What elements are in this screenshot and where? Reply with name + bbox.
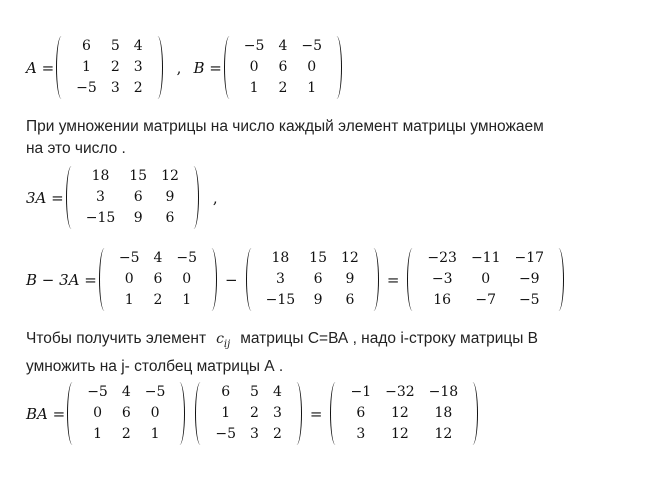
left-paren (99, 248, 110, 311)
matrix-cell: −5 (87, 384, 108, 400)
matrix-cell: 4 (153, 250, 163, 266)
matrix-cell: 3 (275, 271, 285, 287)
matrix-cell: 1 (93, 426, 102, 442)
matrix-cell: 0 (307, 59, 317, 75)
matrix-cell: 4 (272, 384, 282, 400)
element-cij (216, 331, 231, 350)
matrix-cell: −5 (176, 250, 198, 266)
matrix-cell: 5 (250, 384, 259, 400)
right-paren (291, 382, 302, 445)
right-paren (368, 248, 379, 311)
matrix-cell: 0 (249, 59, 259, 75)
matrix-cell: 1 (221, 405, 231, 421)
matrix-body (79, 166, 186, 229)
matrix-cell: 6 (82, 38, 91, 54)
equals-sign-2: = (309, 404, 323, 423)
matrix-cell: 6 (121, 405, 131, 421)
matrix-cell: 16 (433, 292, 452, 308)
matrix-cell: 2 (121, 426, 131, 442)
matrix-cell: 1 (307, 80, 317, 96)
matrix-cell: −9 (518, 271, 540, 287)
matrix-cell: 1 (150, 426, 160, 442)
matrix-row (80, 382, 172, 403)
matrix-cell: −15 (85, 210, 116, 226)
matrix-cell: 0 (182, 271, 192, 287)
matrix-ba (330, 382, 478, 445)
left-paren (330, 382, 341, 445)
matrix-a-factor (195, 382, 301, 445)
matrix-b-factor (67, 382, 185, 445)
matrix-cell: −3 (431, 271, 453, 287)
matrix-cell: 9 (133, 210, 143, 226)
matrix-cell: 0 (93, 405, 102, 421)
left-paren (407, 248, 418, 311)
matrix-cell: 15 (309, 250, 327, 266)
matrix-cell: 6 (278, 59, 288, 75)
matrix-b-copy (99, 248, 217, 311)
matrix-cell: −32 (385, 384, 415, 400)
matrix-cell: 3 (110, 80, 120, 96)
matrix-body (69, 36, 149, 99)
matrix-row (343, 403, 465, 424)
matrix-row (112, 269, 204, 290)
matrix-row (208, 382, 288, 403)
matrix-row (69, 57, 149, 78)
minus-sign: − (225, 270, 238, 289)
matrix-b (224, 36, 342, 99)
matrix-row (112, 248, 204, 269)
paragraph-2-line-1-end: матрицы С=ВА , надо i-строку матрицы В (240, 330, 539, 347)
matrix-cell: 6 (356, 405, 366, 421)
paragraph-1-line-2: на это число . (26, 140, 126, 157)
equation-b-minus-3a (26, 248, 566, 311)
matrix-row (343, 382, 465, 403)
matrix-cell: 1 (182, 292, 192, 308)
matrix-row (208, 403, 288, 424)
matrix-cell: −5 (518, 292, 540, 308)
right-paren (467, 382, 478, 445)
matrix-cell: 2 (110, 59, 120, 75)
matrix-cell: 4 (121, 384, 131, 400)
matrix-cell: 6 (165, 210, 175, 226)
matrix-cell: 6 (153, 271, 163, 287)
label-a: A = (26, 58, 55, 77)
matrix-cell: 4 (278, 38, 288, 54)
matrix-cell: 6 (133, 189, 143, 205)
matrix-cell: 2 (278, 80, 288, 96)
matrix-row (112, 290, 204, 311)
matrix-cell: 12 (390, 426, 409, 442)
matrix-row (420, 248, 551, 269)
matrix-cell: 9 (313, 292, 323, 308)
right-paren (206, 248, 217, 311)
matrix-cell: −5 (76, 80, 97, 96)
matrix-row (420, 269, 551, 290)
paragraph-matrix-product (26, 328, 538, 378)
matrix-a (56, 36, 162, 99)
matrix-row (69, 78, 149, 99)
right-paren (174, 382, 185, 445)
matrix-cell: −7 (475, 292, 497, 308)
left-paren (195, 382, 206, 445)
matrix-body (208, 382, 288, 445)
matrix-cell: 0 (124, 271, 134, 287)
matrix-row (259, 248, 366, 269)
matrix-row (79, 187, 186, 208)
matrix-body (80, 382, 172, 445)
matrix-cell: −5 (118, 250, 140, 266)
matrix-cell: 0 (481, 271, 491, 287)
matrix-cell: 12 (434, 426, 453, 442)
matrix-cell: 1 (249, 80, 259, 96)
matrix-cell: 1 (124, 292, 134, 308)
cij-subscript: ij (223, 338, 231, 350)
right-paren (152, 36, 163, 99)
comma-2: , (212, 188, 218, 207)
matrix-row (237, 36, 329, 57)
equation-ba (26, 382, 480, 445)
matrix-cell: 2 (250, 405, 259, 421)
matrix-row (208, 424, 288, 445)
matrix-cell: 15 (129, 168, 148, 184)
matrix-cell: 3 (356, 426, 366, 442)
matrix-cell: −18 (428, 384, 459, 400)
matrix-row (79, 208, 186, 229)
matrix-cell: 6 (221, 384, 231, 400)
paragraph-2-line-2: умножить на j- столбец матрицы А . (26, 357, 284, 375)
matrix-row (259, 290, 366, 311)
matrix-cell: 3 (96, 189, 105, 205)
matrix-cell: −17 (514, 250, 545, 266)
matrix-cell: 0 (150, 405, 160, 421)
matrix-cell: 6 (313, 271, 323, 287)
paragraph-2-line-1 (26, 328, 538, 356)
label-3a: 3A = (26, 188, 64, 207)
matrix-cell: 3 (133, 59, 143, 75)
matrix-cell: −23 (427, 250, 457, 266)
matrix-cell: 3 (272, 405, 282, 421)
matrix-body (343, 382, 465, 445)
equals-sign-1: = (386, 270, 400, 289)
equation-3a (26, 166, 230, 229)
matrix-cell: 6 (345, 292, 355, 308)
matrix-cell: −5 (243, 38, 265, 54)
matrix-cell: 12 (390, 405, 409, 421)
equation-a-b (26, 36, 344, 99)
matrix-body (259, 248, 366, 311)
left-paren (66, 166, 77, 229)
matrix-cell: 12 (161, 168, 179, 184)
cij-base: c (216, 331, 224, 347)
matrix-row (237, 78, 329, 99)
left-paren (67, 382, 78, 445)
matrix-cell: −5 (301, 38, 322, 54)
matrix-cell: 12 (341, 250, 359, 266)
label-ba: BA = (26, 404, 66, 423)
matrix-body (237, 36, 329, 99)
matrix-row (343, 424, 465, 445)
label-b-minus-3a: B − 3A = (26, 270, 97, 289)
matrix-row (69, 36, 149, 57)
matrix-cell: 9 (165, 189, 175, 205)
matrix-3a (66, 166, 199, 229)
matrix-cell: 1 (82, 59, 91, 75)
matrix-cell: 18 (91, 168, 110, 184)
left-paren (246, 248, 257, 311)
matrix-row (420, 290, 551, 311)
matrix-body (112, 248, 204, 311)
matrix-cell: −11 (470, 250, 501, 266)
label-b: B = (193, 58, 222, 77)
matrix-cell: −5 (144, 384, 166, 400)
matrix-row (80, 424, 172, 445)
matrix-cell: 18 (271, 250, 290, 266)
left-paren (224, 36, 235, 99)
matrix-row (237, 57, 329, 78)
paragraph-1-line-1: При умножении матрицы на число каждый элемент матрицы умножаем (26, 118, 544, 135)
right-paren (331, 36, 342, 99)
matrix-cell: 9 (345, 271, 355, 287)
matrix-3a-copy (246, 248, 379, 311)
right-paren (188, 166, 199, 229)
matrix-row (80, 403, 172, 424)
matrix-cell: 4 (133, 38, 143, 54)
paragraph-2-line-1-start: Чтобы получить элемент (26, 330, 207, 347)
matrix-b-minus-3a (407, 248, 564, 311)
matrix-cell: 5 (110, 38, 120, 54)
matrix-cell: 2 (272, 426, 282, 442)
right-paren (553, 248, 564, 311)
matrix-cell: 3 (250, 426, 259, 442)
matrix-cell: −5 (215, 426, 237, 442)
matrix-row (79, 166, 186, 187)
matrix-cell: 2 (133, 80, 143, 96)
matrix-row (259, 269, 366, 290)
matrix-cell: 18 (434, 405, 453, 421)
left-paren (56, 36, 67, 99)
paragraph-scalar-multiplication (26, 116, 544, 160)
comma-1: , (176, 58, 182, 77)
matrix-cell: −1 (350, 384, 372, 400)
matrix-cell: −15 (265, 292, 296, 308)
matrix-body (420, 248, 551, 311)
matrix-cell: 2 (153, 292, 163, 308)
